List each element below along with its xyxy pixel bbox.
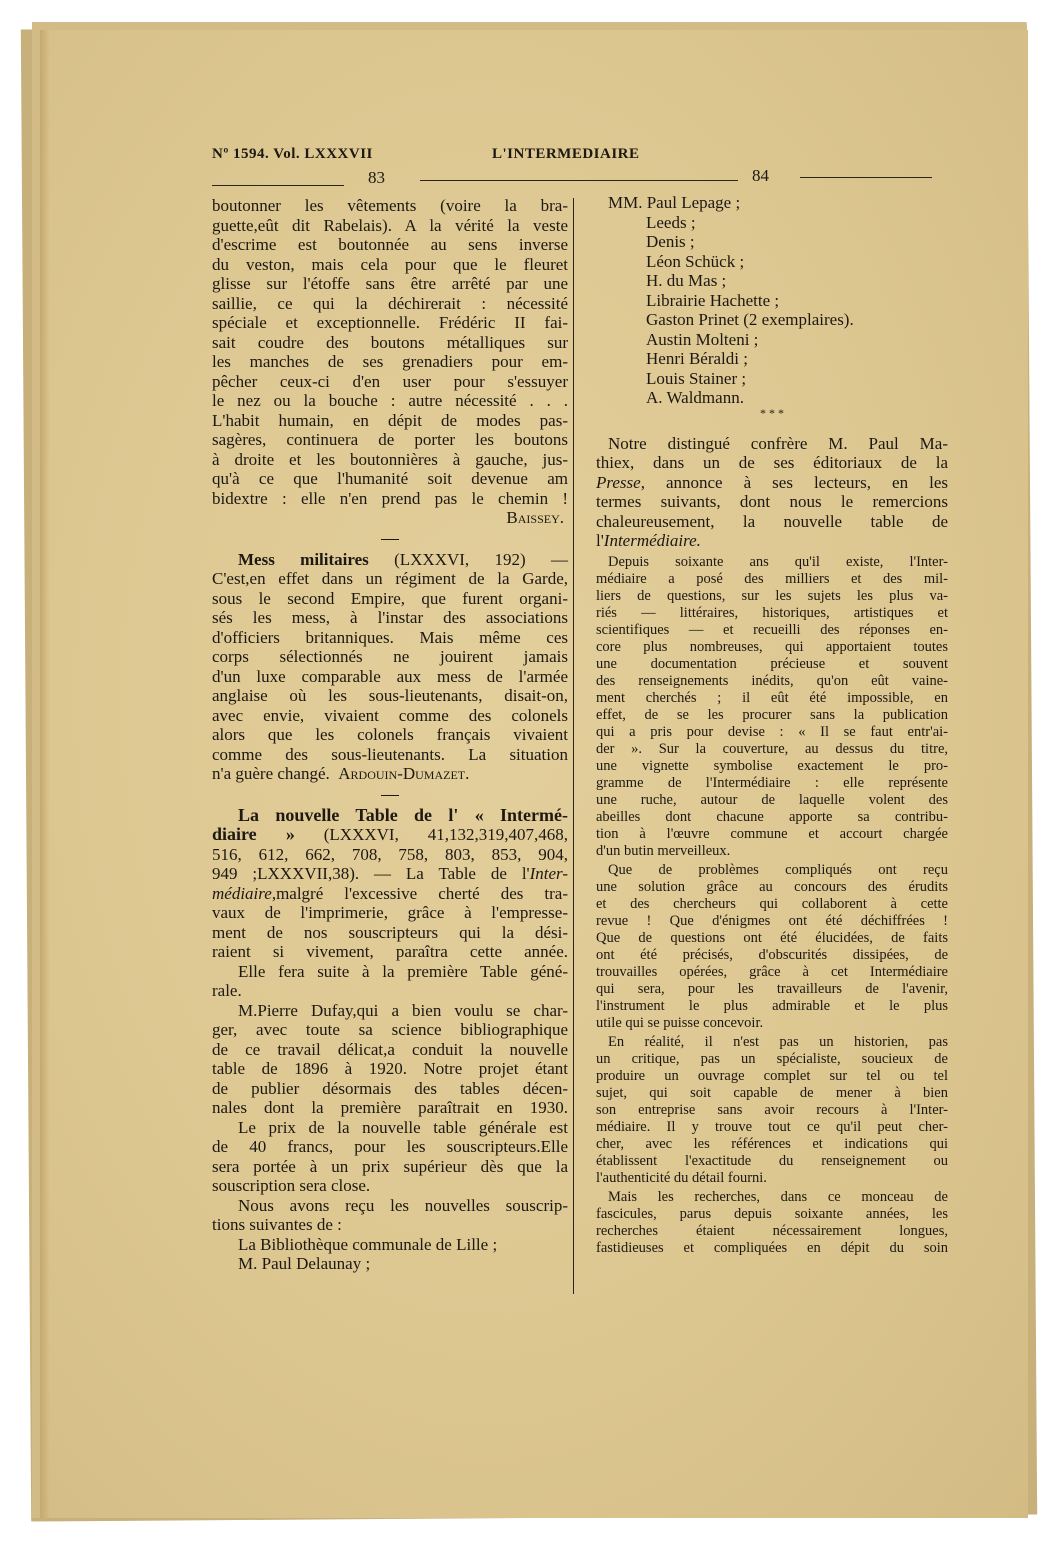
text-line: trouvailles opérées, grâce à cet Intermédiaire <box>596 963 948 980</box>
text-line: ment cherchés ; il eût été impossible, en <box>596 689 948 706</box>
text-line: sujet, qui soit capable de mener à bien <box>596 1084 948 1101</box>
text-line: d'un luxe comparable aux mess de l'armée <box>212 666 568 686</box>
text-line: de publier désormais des tables décen- <box>212 1078 568 1098</box>
text-fragment: n'a guère changé. <box>212 764 330 783</box>
page-number-right: 84 <box>752 166 769 185</box>
nouvelle-table-article <box>212 806 568 1274</box>
quote-paragraph <box>596 554 948 860</box>
text-line: boutonner les vêtements (voire la bra- <box>212 196 568 215</box>
section-separator <box>212 532 568 546</box>
text-line: une solution grâce au concours des érudits <box>596 878 948 895</box>
article-title-mess: Mess militaires <box>238 549 369 569</box>
text-line: médiaire a posé des milliers et des mil- <box>596 570 948 587</box>
text-line: de 40 francs, pour les souscripteurs.Elle <box>212 1137 568 1156</box>
text-line: table de 1896 à 1920. Notre projet étant <box>212 1059 568 1078</box>
text-line: du veston, mais cela pour que le fleuret <box>212 254 568 274</box>
text-line: ment de nos souscripteurs qui la dési- <box>212 922 568 942</box>
text-line: et des chercheurs qui collaborent à cette <box>596 895 948 912</box>
text-line: En réalité, il n'est pas un historien, pas <box>608 1033 948 1050</box>
page-fold-shadow <box>40 30 50 1518</box>
mathiex-paragraph <box>596 434 948 551</box>
text-line: L'habit humain, en dépit de modes pas- <box>212 410 568 430</box>
text-line: sés les mess, à l'instar des associations <box>212 608 568 627</box>
text-line: les manches de ses grenadiers pour em- <box>212 352 568 371</box>
text-line: un critique, pas un spécialiste, soucieux de <box>596 1050 948 1067</box>
text-line: d'escrime est boutonnée au sens inverse <box>212 235 568 254</box>
text-line: glisse sur l'étoffe sans être arrêté par une <box>212 274 568 293</box>
subscriber-line: Austin Molteni ; <box>646 329 759 349</box>
asterism: * * * <box>760 405 784 420</box>
text-line: médiaire. Il y trouve tout ce qu'il peut cher- <box>596 1118 948 1135</box>
text-line: riés — littéraires, historiques, artistiques et <box>596 604 948 621</box>
text-line: revue ! Que d'énigmes ont été déchiffrées ! <box>596 912 948 929</box>
text-line: guette,eût dit Rabelais). A la vérité la veste <box>212 215 568 235</box>
article-heading-line <box>212 550 568 570</box>
text-line: qu'à ce que l'humanité soit devenue am <box>212 469 568 488</box>
text-line <box>212 864 568 884</box>
article-heading-line <box>212 825 568 845</box>
text-line: qui a pris pour devise : « Il se faut entr'ai- <box>596 723 948 740</box>
text-line: produire un ouvrage complet sur tel ou tel <box>596 1067 948 1084</box>
text-line <box>212 884 568 904</box>
quote-paragraph <box>596 1189 948 1257</box>
text-line: Elle fera suite à la première Table géné- <box>238 961 568 981</box>
text-line: souscription sera close. <box>212 1176 371 1195</box>
quote-paragraph <box>596 862 948 1032</box>
text-line: sagères, continuera de porter les boutons <box>212 430 568 449</box>
text-line: abeilles dont chacune apporte sa contribu- <box>596 808 948 825</box>
subscriber-line: Henri Béraldi ; <box>646 349 748 368</box>
text-line: sous le second Empire, que furent organi- <box>212 588 568 608</box>
subscriber-line: MM. Paul Lepage ; <box>608 193 741 212</box>
text-line: qui sera, pour les travailleurs de l'avenir, <box>596 980 948 997</box>
text-fragment-italic: Intermédiaire. <box>603 531 701 550</box>
signature-ardouin-dumazet: Ardouin-Dumazet. <box>338 764 470 783</box>
article-title-table-cont: diaire » <box>212 824 295 844</box>
article-reference: (LXXXVI, 192) — <box>368 549 569 569</box>
text-fragment-italic: Inter- <box>529 864 568 883</box>
text-line: Mais les recherches, dans ce monceau de <box>608 1188 948 1205</box>
text-line-signed <box>212 764 568 784</box>
text-line: termes suivants, dont nous le remercions <box>596 492 948 511</box>
mess-militaires-article <box>212 550 568 784</box>
text-line: une ruche, autour de laquelle volent des <box>596 791 948 808</box>
text-line: une documentation précieuse et souvent <box>596 655 948 672</box>
text-line: à droite et les boutonnières à gauche, jus- <box>212 449 568 469</box>
text-line: ont été précisés, d'obscurités dissipées, de <box>596 946 948 963</box>
text-line: nales dont la première paraîtrait en 1930. <box>212 1098 568 1117</box>
column-rule <box>573 198 574 1294</box>
text-line: Nous avons reçu les nouvelles souscrip- <box>238 1195 568 1215</box>
subscriber-line: Leeds ; <box>646 212 696 232</box>
text-line: M.Pierre Dufay,qui a bien voulu se char- <box>238 1000 568 1020</box>
page-number-left: 83 <box>368 168 385 187</box>
text-line: d'officiers britanniques. Mais même ces <box>212 627 568 647</box>
subscriber-line: La Bibliothèque communale de Lille ; <box>238 1234 498 1254</box>
header-rule-right <box>800 177 932 178</box>
text-line: chaleureusement, la nouvelle table de <box>596 511 948 531</box>
text-fragment: , annonce à ses lecteurs, en les <box>640 472 948 492</box>
text-line: corps sélectionnés ne jouirent jamais <box>212 647 568 666</box>
text-line: son entreprise sans avoir recours à l'Inter- <box>596 1101 948 1118</box>
text-line: gramme de l'Intermédiaire : elle représente <box>596 774 948 791</box>
subscriber-list <box>596 193 948 408</box>
text-line: établissent l'exactitude du renseignement ou <box>596 1152 948 1169</box>
text-line: C'est,en effet dans un régiment de la Garde, <box>212 569 568 588</box>
text-line: tions suivantes de : <box>212 1215 342 1234</box>
text-line <box>596 473 948 493</box>
text-line <box>596 531 948 551</box>
subscriber-line: Librairie Hachette ; <box>646 290 780 310</box>
text-line: Que de problèmes compliqués ont reçu <box>608 861 948 878</box>
subscriber-line: Denis ; <box>646 232 695 251</box>
text-line: utile qui se puisse concevoir. <box>596 1014 764 1031</box>
quote-paragraph <box>596 1034 948 1187</box>
text-line: scientifiques — et recueilli des réponses en- <box>596 621 948 638</box>
right-column <box>596 193 948 1257</box>
text-line: de ce travail délicat,a conduit la nouvelle <box>212 1039 568 1059</box>
text-line: pêcher ceux-ci d'en user pour s'essuyer <box>212 371 568 391</box>
left-column <box>212 196 568 1274</box>
subscriber-line: Léon Schück ; <box>646 251 745 271</box>
subscriber-line: A. Waldmann. <box>646 388 744 407</box>
text-line: core plus nombreuses, qui apportaient toutes <box>596 638 948 655</box>
text-line: fascicules, parus depuis soixante années, les <box>596 1205 948 1222</box>
text-fragment: ,malgré l'excessive cherté des tra- <box>271 883 568 903</box>
text-line: raient si vivement, paraîtra cette année. <box>212 942 568 961</box>
subscriber-line: Gaston Prinet (2 exemplaires). <box>646 310 854 329</box>
text-line: saillie, ce qui la déchirerait : nécessité <box>212 293 568 313</box>
text-line: Depuis soixante ans qu'il existe, l'Inter- <box>608 553 948 570</box>
text-line: comme des sous-lieutenants. La situation <box>212 744 568 764</box>
quotation <box>596 554 948 1257</box>
text-line: recherches étaient nécessairement longues, <box>596 1222 948 1239</box>
text-line: d'un butin merveilleux. <box>596 842 731 859</box>
header-rule-left <box>212 185 344 186</box>
signature-baissey: Baissey. <box>506 508 564 527</box>
section-separator <box>212 788 568 802</box>
text-line: Que de questions ont été élucidées, de faits <box>596 929 948 946</box>
journal-title: L'INTERMEDIAIRE <box>492 146 640 162</box>
text-fragment: l' <box>596 531 604 550</box>
text-line: thiex, dans un de ses éditoriaux de la <box>596 453 948 472</box>
article-title-table: La nouvelle Table de l' « Intermé- <box>238 804 568 825</box>
text-line: avec envie, vivaient comme des colonels <box>212 705 568 725</box>
text-line: anglaise où les sous-lieutenants, disait-on, <box>212 686 568 705</box>
text-line: tion à l'œuvre commune et accourt chargée <box>596 825 948 842</box>
text-line: l'instrument le plus admirable et le plus <box>596 997 948 1014</box>
subscriber-line: Louis Stainer ; <box>646 368 747 388</box>
text-line: fastidieuses et compliquées en dépit du soin <box>596 1239 948 1256</box>
text-line: bidextre : elle n'en prend pas le chemin ! <box>212 488 568 508</box>
text-fragment-italic: Presse <box>596 472 641 492</box>
text-line: Notre distingué confrère M. Paul Ma- <box>608 433 948 453</box>
text-line: 516, 612, 662, 708, 758, 803, 853, 904, <box>212 844 568 864</box>
text-line: l'authenticité du détail fourni. <box>596 1169 767 1186</box>
text-fragment: 949 ;LXXXVII,38). — La Table de l' <box>212 864 530 883</box>
text-line: une vignette symbolise exactement le pro- <box>596 757 948 774</box>
text-line: vaux de l'imprimerie, grâce à l'empresse- <box>212 903 568 922</box>
text-line: alors que les colonels français vivaient <box>212 725 568 744</box>
issue-number: Nº 1594. Vol. LXXXVII <box>212 146 373 162</box>
text-line: cher, avec les références et indications qui <box>596 1135 948 1152</box>
article-reference: (LXXXVI, 41,132,319,407,468, <box>294 825 568 844</box>
subscriber-line: H. du Mas ; <box>646 271 727 290</box>
text-line: des renseignements inédits, qu'on eût vaine- <box>596 672 948 689</box>
text-line: rale. <box>212 981 242 1000</box>
text-line: sait coudre des boutons métalliques sur <box>212 332 568 352</box>
text-line: liers de questions, sur les sujets les plus va- <box>596 587 948 604</box>
buttons-paragraph <box>212 196 568 528</box>
text-fragment-italic: médiaire <box>212 883 272 903</box>
header-rule-middle <box>420 180 738 181</box>
text-line: le nez ou la bouche : autre nécessité . . . <box>212 391 568 410</box>
subscriber-line: M. Paul Delaunay ; <box>238 1254 371 1273</box>
text-line: sera portée à un prix supérieur dès que la <box>212 1156 568 1176</box>
text-line: der ». Sur la couverture, au dessus du titre, <box>596 740 948 757</box>
text-line: ger, avec toute sa science bibliographique <box>212 1020 568 1039</box>
text-line: Le prix de la nouvelle table générale est <box>238 1117 568 1137</box>
text-line: spéciale et exceptionnelle. Frédéric II fai- <box>212 313 568 332</box>
text-line: effet, de se les procurer sans la publication <box>596 706 948 723</box>
